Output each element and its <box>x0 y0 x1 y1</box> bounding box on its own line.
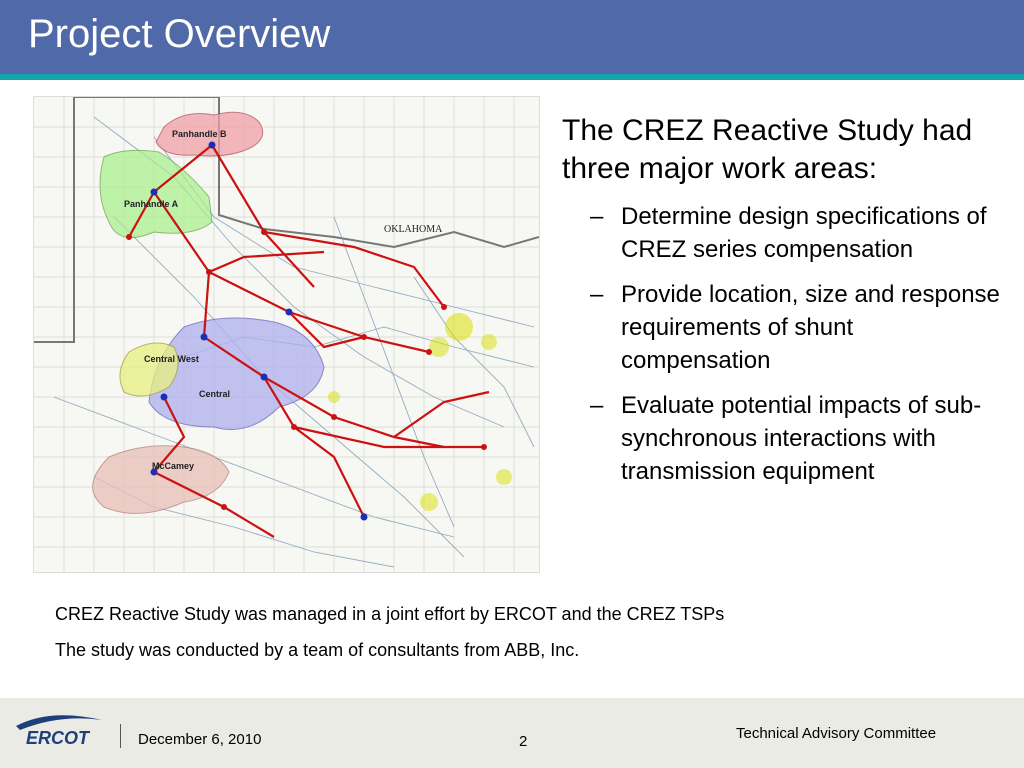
list-item <box>590 389 1000 488</box>
map-label-oklahoma: OKLAHOMA <box>384 224 443 235</box>
footer-separator <box>120 724 121 748</box>
bullet-text: Provide location, size and response requirements of shunt compensation <box>621 281 1000 374</box>
svg-text:ERCOT: ERCOT <box>26 728 89 748</box>
list-item <box>590 278 1000 377</box>
crez-map-graphic <box>34 97 539 572</box>
footer-date: December 6, 2010 <box>138 731 262 748</box>
ercot-logo <box>10 706 110 752</box>
zone-mccamey <box>93 446 229 514</box>
bullet-dash: – <box>590 203 604 230</box>
map-label-panhandle-b: Panhandle B <box>172 129 227 139</box>
map-label-panhandle-a: Panhandle A <box>124 199 179 209</box>
map-label-central: Central <box>199 389 231 399</box>
bullet-dash: – <box>590 281 604 308</box>
list-item <box>590 200 1000 266</box>
note-consultants: The study was conducted by a team of consultants from ABB, Inc. <box>55 640 580 660</box>
work-area-list <box>590 200 1000 500</box>
bullet-text: Evaluate potential impacts of sub-synchronous interactions with transmission equipment <box>621 392 982 485</box>
footer-committee: Technical Advisory Committee <box>736 725 937 742</box>
note-management: CREZ Reactive Study was managed in a joint effort by ERCOT and the CREZ TSPs <box>55 604 725 624</box>
map-label-mccamey: McCamey <box>152 461 195 471</box>
bullet-dash: – <box>590 392 604 419</box>
slide-title: Project Overview <box>28 12 331 56</box>
city-clusters <box>328 313 512 511</box>
lead-text: The CREZ Reactive Study had three major work areas: <box>562 114 973 185</box>
title-accent-stripe <box>0 74 1024 80</box>
page-number: 2 <box>519 733 528 750</box>
bullet-text: Determine design specifications of CREZ series compensation <box>621 203 987 263</box>
map-label-central-west: Central West <box>144 354 199 364</box>
crez-map-image <box>33 96 540 573</box>
